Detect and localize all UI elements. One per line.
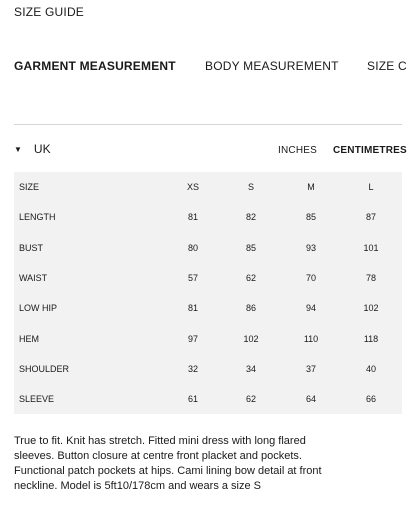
tab-garment-measurement[interactable]: GARMENT MEASUREMENT — [14, 59, 176, 73]
measurement-cell: 85 — [245, 242, 257, 253]
measurement-cell: 81 — [187, 212, 199, 223]
measurement-cell: 34 — [245, 363, 257, 374]
measurement-cell: 101 — [363, 242, 379, 253]
row-label: SHOULDER — [19, 363, 70, 374]
table-row — [14, 233, 402, 263]
row-label: LOW HIP — [19, 303, 58, 314]
measurement-cell: 62 — [245, 273, 257, 284]
table-row — [14, 293, 402, 323]
row-label: WAIST — [19, 273, 48, 284]
measurement-cell: 102 — [243, 333, 259, 344]
caret-down-icon: ▼ — [14, 145, 22, 154]
measurement-cell: 70 — [305, 273, 317, 284]
table-row — [14, 202, 402, 232]
measurement-tabs — [0, 59, 416, 75]
measurement-cell: 102 — [363, 303, 379, 314]
measurement-cell: 81 — [187, 303, 199, 314]
measurement-cell: 62 — [245, 394, 257, 405]
measurement-cell: 97 — [187, 333, 199, 344]
page-title: SIZE GUIDE — [14, 5, 85, 19]
measurement-cell: 78 — [365, 273, 377, 284]
measurement-cell: 118 — [363, 333, 379, 344]
tab-size-conversion[interactable]: SIZE C — [367, 59, 407, 73]
size-header-cell: S — [247, 182, 255, 193]
size-header-cell: M — [307, 182, 315, 193]
size-header-cell: L — [368, 182, 374, 193]
measurement-cell: 85 — [305, 212, 317, 223]
measurement-cell: 86 — [245, 303, 257, 314]
measurement-cell: 40 — [365, 363, 377, 374]
measurement-cell: 32 — [187, 363, 199, 374]
table-row — [14, 384, 402, 414]
unit-centimetres-toggle[interactable]: CENTIMETRES — [333, 145, 407, 156]
column-header: SIZE — [19, 182, 40, 193]
product-description: True to fit. Knit has stretch. Fitted mini dress with long flared sleeves. Button closure at centre front placket and pockets. Functional patch pockets at hips. Cami lining bow detail at front neckline. Model is 5ft10/178cm and wears a size S — [14, 435, 322, 492]
region-selector[interactable] — [14, 142, 51, 156]
row-label: BUST — [19, 242, 44, 253]
measurement-cell: 110 — [303, 333, 319, 344]
measurement-cell: 64 — [305, 394, 317, 405]
region-label: UK — [33, 142, 51, 156]
unit-inches-toggle[interactable]: INCHES — [278, 145, 317, 156]
table-row — [14, 323, 402, 353]
row-label: SLEEVE — [19, 394, 55, 405]
row-label: HEM — [19, 333, 39, 344]
table-row — [14, 354, 402, 384]
measurement-cell: 61 — [187, 394, 199, 405]
measurement-cell: 82 — [245, 212, 257, 223]
row-label: LENGTH — [19, 212, 56, 223]
measurement-cell: 93 — [305, 242, 317, 253]
table-row — [14, 263, 402, 293]
measurement-cell: 80 — [187, 242, 199, 253]
size-table — [14, 172, 402, 414]
measurement-cell: 66 — [365, 394, 377, 405]
tab-body-measurement[interactable]: BODY MEASUREMENT — [205, 59, 339, 73]
size-header-cell: XS — [186, 182, 200, 193]
measurement-cell: 37 — [305, 363, 317, 374]
measurement-cell: 87 — [365, 212, 377, 223]
table-header-row — [14, 172, 402, 202]
divider — [14, 124, 402, 125]
measurement-cell: 57 — [187, 273, 199, 284]
measurement-cell: 94 — [305, 303, 317, 314]
